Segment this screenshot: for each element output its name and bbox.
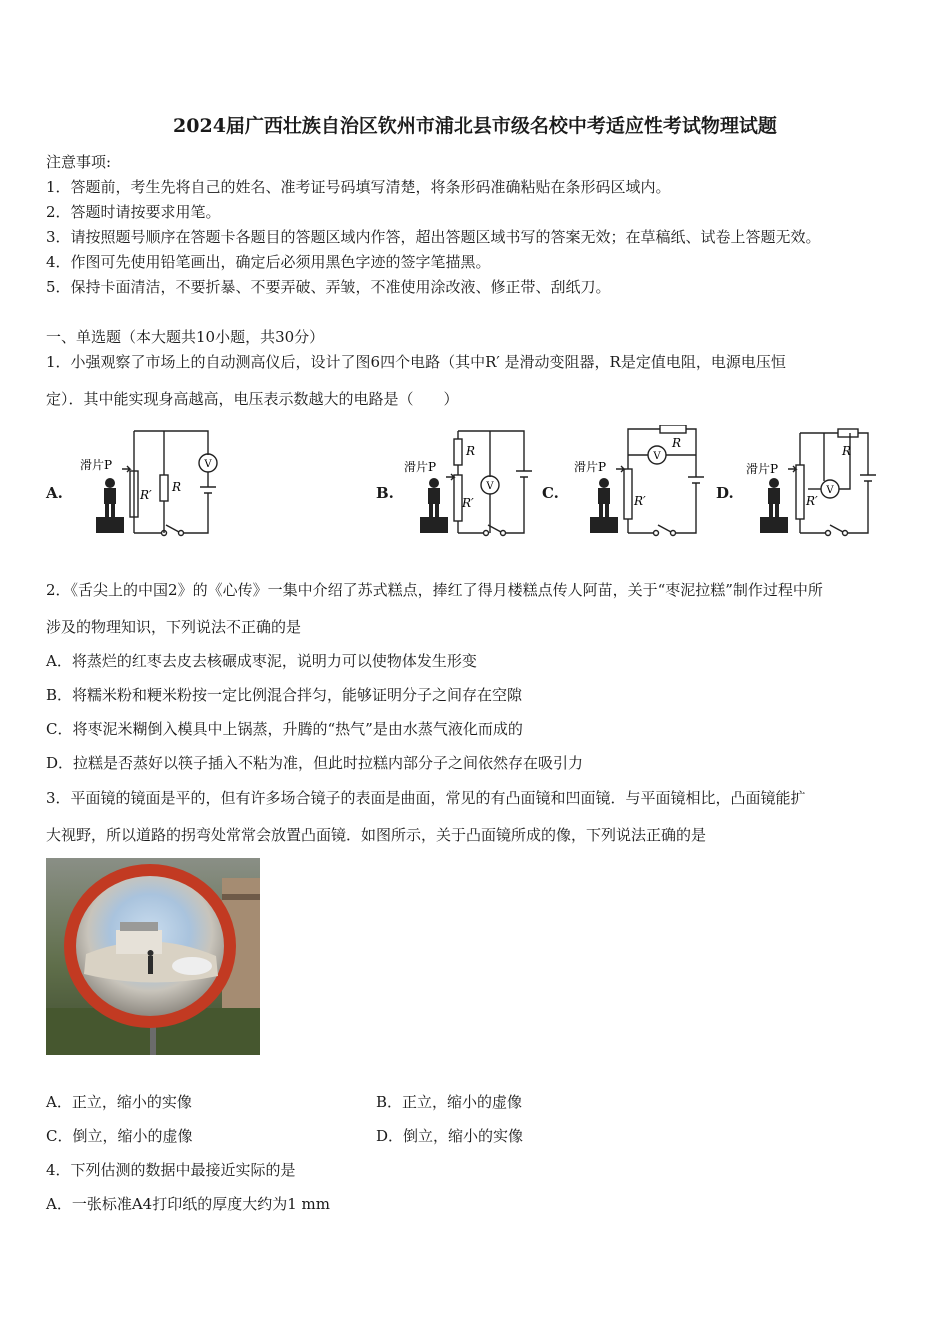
rheostat-label: R′ <box>140 488 152 502</box>
voltmeter-label: V <box>486 481 494 492</box>
q1-stem-line1: 1．小强观察了市场上的自动测高仪后，设计了图6四个电路（其中R′ 是滑动变阻器，R是定值电阻，电源电压恒 <box>46 353 786 371</box>
section-heading: 一、单选题（本大题共10小题，共30分） <box>46 328 325 346</box>
q2-option-b: B．将糯米粉和粳米粉按一定比例混合拌匀，能够证明分子之间存在空隙 <box>46 686 523 704</box>
notice-item: 1．答题前，考生先将自己的姓名、准考证号码填写清楚，将条形码准确粘贴在条形码区域内。 <box>46 178 671 196</box>
rheostat-label: R′ <box>806 494 818 508</box>
q3-option-c: C．倒立，缩小的虚像 <box>46 1127 193 1145</box>
voltmeter-label: V <box>204 459 212 470</box>
voltmeter-label: V <box>653 451 661 462</box>
convex-mirror-photo <box>46 858 260 1055</box>
resistor-label: R <box>172 480 182 494</box>
q2-option-a: A．将蒸烂的红枣去皮去核碾成枣泥，说明力可以使物体发生形变 <box>46 652 477 670</box>
q4-stem: 4．下列估测的数据中最接近实际的是 <box>46 1161 296 1179</box>
q3-option-d: D．倒立，缩小的实像 <box>376 1127 524 1145</box>
q1-option-c-label: C. <box>542 484 559 502</box>
slider-label: 滑片P <box>746 462 779 476</box>
q2-option-c: C．将枣泥米糊倒入模具中上锅蒸，升腾的“热气”是由水蒸气液化而成的 <box>46 720 523 738</box>
q3-stem-line1: 3．平面镜的镜面是平的，但有许多场合镜子的表面是曲面，常见的有凸面镜和凹面镜．与平面镜相比，凸面镜能扩 <box>46 789 806 807</box>
page-title: 2024届广西壮族自治区钦州市浦北县市级名校中考适应性考试物理试题 <box>173 115 777 137</box>
rheostat-label: R′ <box>634 494 646 508</box>
q1-option-b-label: B. <box>376 484 394 502</box>
notice-item: 5．保持卡面清洁，不要折暴、不要弄破、弄皱，不准使用涂改液、修正带、刮纸刀。 <box>46 278 611 296</box>
circuit-diagram-b <box>404 425 536 540</box>
q4-option-a: A．一张标准A4打印纸的厚度大约为1 mm <box>46 1195 330 1213</box>
q2-option-d: D．拉糕是否蒸好以筷子插入不粘为准，但此时拉糕内部分子之间依然存在吸引力 <box>46 754 584 772</box>
q1-option-d-label: D. <box>716 484 734 502</box>
q3-option-b: B．正立，缩小的虚像 <box>376 1093 523 1111</box>
resistor-label: R <box>842 444 852 458</box>
notice-item: 4．作图可先使用铅笔画出，确定后必须用黑色字迹的签字笔描黑。 <box>46 253 491 271</box>
rheostat-label: R′ <box>462 496 474 510</box>
notice-item: 3．请按照题号顺序在答题卡各题目的答题区域内作答，超出答题区域书写的答案无效；在草稿纸、试卷上答题无效。 <box>46 228 821 246</box>
slider-label: 滑片P <box>80 458 113 472</box>
slider-label: 滑片P <box>404 460 437 474</box>
circuit-diagram-a <box>78 425 224 540</box>
circuit-diagram-c <box>572 425 712 540</box>
resistor-label: R <box>466 444 476 458</box>
notice-item: 2．答题时请按要求用笔。 <box>46 203 221 221</box>
q1-stem-line2: 定）．其中能实现身高越高，电压表示数越大的电路是（ ） <box>46 390 459 408</box>
resistor-label: R <box>672 436 682 450</box>
circuit-diagram-d <box>746 425 884 540</box>
q1-option-a-label: A. <box>46 484 63 502</box>
q3-stem-line2: 大视野，所以道路的拐弯处常常会放置凸面镜．如图所示，关于凸面镜所成的像，下列说法正确的是 <box>46 826 707 844</box>
q3-option-a: A．正立，缩小的实像 <box>46 1093 192 1111</box>
slider-label: 滑片P <box>574 460 607 474</box>
voltmeter-label: V <box>826 485 834 496</box>
q2-stem-line2: 涉及的物理知识，下列说法不正确的是 <box>46 618 302 636</box>
q2-stem-line1: 2．《舌尖上的中国2》的《心传》一集中介绍了苏式糕点，捧红了得月楼糕点传人阿苗，关于“枣泥拉糕”制作过程中所 <box>46 581 823 599</box>
notice-heading: 注意事项: <box>46 153 112 171</box>
